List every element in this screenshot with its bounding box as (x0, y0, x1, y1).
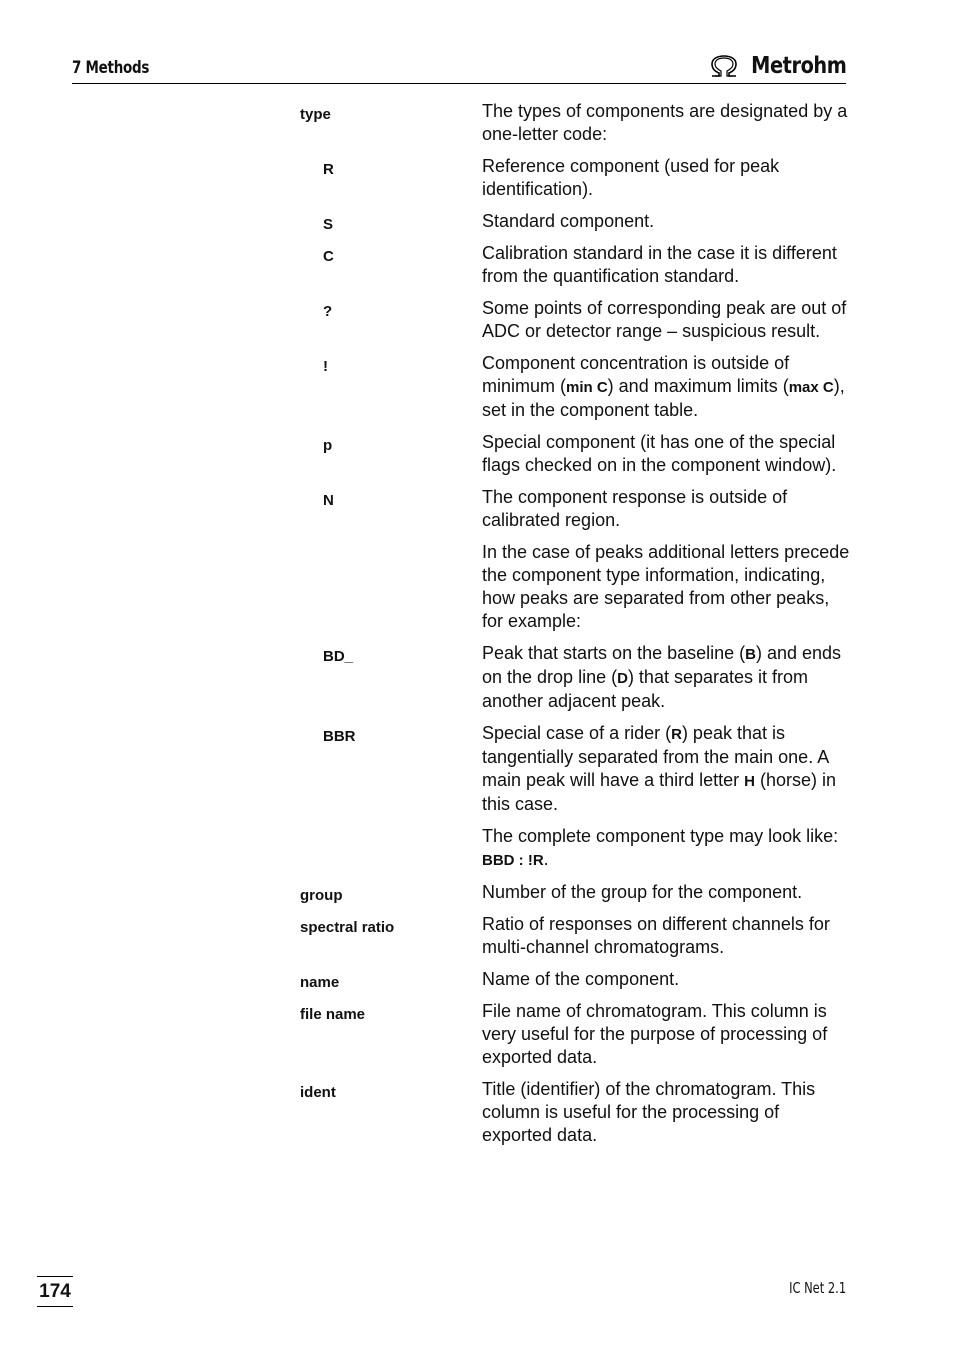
definition-description (482, 642, 850, 713)
definition-description (482, 541, 850, 633)
definition-description (482, 210, 850, 233)
definition-description (482, 100, 850, 146)
definition-row (300, 155, 850, 201)
definition-description (482, 1078, 850, 1147)
section-title: 7 Methods (72, 58, 150, 78)
omega-icon (709, 54, 739, 78)
definition-description (482, 352, 850, 422)
definition-row (300, 100, 850, 146)
page-number: 174 (37, 1276, 73, 1307)
definition-description (482, 968, 850, 991)
definition-row (300, 352, 850, 422)
header-rule (72, 83, 846, 84)
definition-term: BBR (323, 728, 356, 745)
description-text: The complete component type may look like: (482, 826, 839, 846)
definition-description (482, 155, 850, 201)
definition-term (300, 541, 482, 633)
description-text: Some points of corresponding peak are out of ADC or detector range – suspicious result. (482, 298, 847, 341)
description-text: Number of the group for the component. (482, 882, 803, 902)
definition-term (300, 825, 482, 872)
page-header (72, 55, 846, 85)
definition-description (482, 431, 850, 477)
definition-row (300, 642, 850, 713)
definition-term: S (323, 216, 334, 233)
definition-description (482, 297, 850, 343)
description-text: ) and maximum limits ( (607, 376, 789, 396)
definition-row (300, 210, 850, 233)
product-name: IC Net 2.1 (788, 1279, 846, 1297)
inline-code-label: D (617, 670, 628, 687)
description-text: ) that separates it from another adjacent peak. (482, 667, 809, 711)
definition-row (300, 297, 850, 343)
definition-term: ? (323, 303, 333, 320)
description-text: Reference component (used for peak identification). (482, 156, 780, 199)
description-text: Component concentration is outside of minimum ( (482, 353, 790, 396)
description-text: The component response is outside of calibrated region. (482, 487, 788, 530)
definition-row (300, 242, 850, 288)
metrohm-logo (709, 53, 846, 79)
description-text: Title (identifier) of the chromatogram. This column is useful for the processing of exported data. (482, 1079, 816, 1145)
description-text: Standard component. (482, 211, 655, 231)
description-text: Ratio of responses on different channels for multi-channel chromatograms. (482, 914, 830, 957)
definition-term: file name (300, 1006, 366, 1023)
definition-term: p (323, 437, 333, 454)
description-text: Calibration standard in the case it is different from the quantification standard. (482, 243, 837, 286)
description-text: Special component (it has one of the special flags checked on in the component window). (482, 432, 837, 475)
definition-row (300, 1078, 850, 1147)
definition-list (300, 100, 850, 1156)
definition-description (482, 881, 850, 904)
description-text: Special case of a rider ( (482, 723, 672, 743)
definition-row (300, 881, 850, 904)
definition-row (300, 1000, 850, 1069)
description-text: File name of chromatogram. This column is very useful for the purpose of processing of exported data. (482, 1001, 828, 1067)
definition-term: ident (300, 1084, 336, 1101)
inline-code-label: R (671, 726, 682, 743)
description-text: . (543, 849, 549, 869)
definition-term: group (300, 887, 343, 904)
definition-term: N (323, 492, 334, 509)
description-text: Peak that starts on the baseline ( (482, 643, 746, 663)
definition-row (300, 968, 850, 991)
definition-term: type (300, 106, 331, 123)
logo-wordmark: Metrohm (750, 53, 846, 79)
description-text: The types of components are designated by a one-letter code: (482, 101, 848, 144)
definition-row (300, 541, 850, 633)
inline-code-label: max C (788, 379, 834, 396)
definition-row (300, 913, 850, 959)
description-text: ) peak that is tangentially separated from the main one. A main peak will have a third letter (482, 723, 829, 790)
description-text: (horse) in this case. (482, 770, 836, 814)
inline-code-label: BBD : !R (482, 852, 544, 869)
definition-term: BD_ (323, 648, 354, 665)
definition-term: R (323, 161, 334, 178)
definition-description (482, 913, 850, 959)
definition-row (300, 486, 850, 532)
inline-code-label: H (744, 773, 755, 790)
definition-term: C (323, 248, 334, 265)
description-text: ) and ends on the drop line ( (482, 643, 842, 687)
inline-code-label: min C (566, 379, 608, 396)
definition-description (482, 486, 850, 532)
description-text: In the case of peaks additional letters precede the component type information, indicating, how peaks are separated from other peaks, for example: (482, 542, 850, 631)
inline-code-label: B (745, 646, 756, 663)
definition-description (482, 242, 850, 288)
definition-row (300, 722, 850, 816)
definition-term: name (300, 974, 340, 991)
definition-row (300, 431, 850, 477)
description-text: ), set in the component table. (482, 376, 845, 420)
definition-description (482, 825, 850, 872)
definition-term: ! (323, 358, 328, 375)
description-text: Name of the component. (482, 969, 680, 989)
definition-description (482, 722, 850, 816)
definition-description (482, 1000, 850, 1069)
definition-row (300, 825, 850, 872)
definition-term: spectral ratio (300, 919, 395, 936)
